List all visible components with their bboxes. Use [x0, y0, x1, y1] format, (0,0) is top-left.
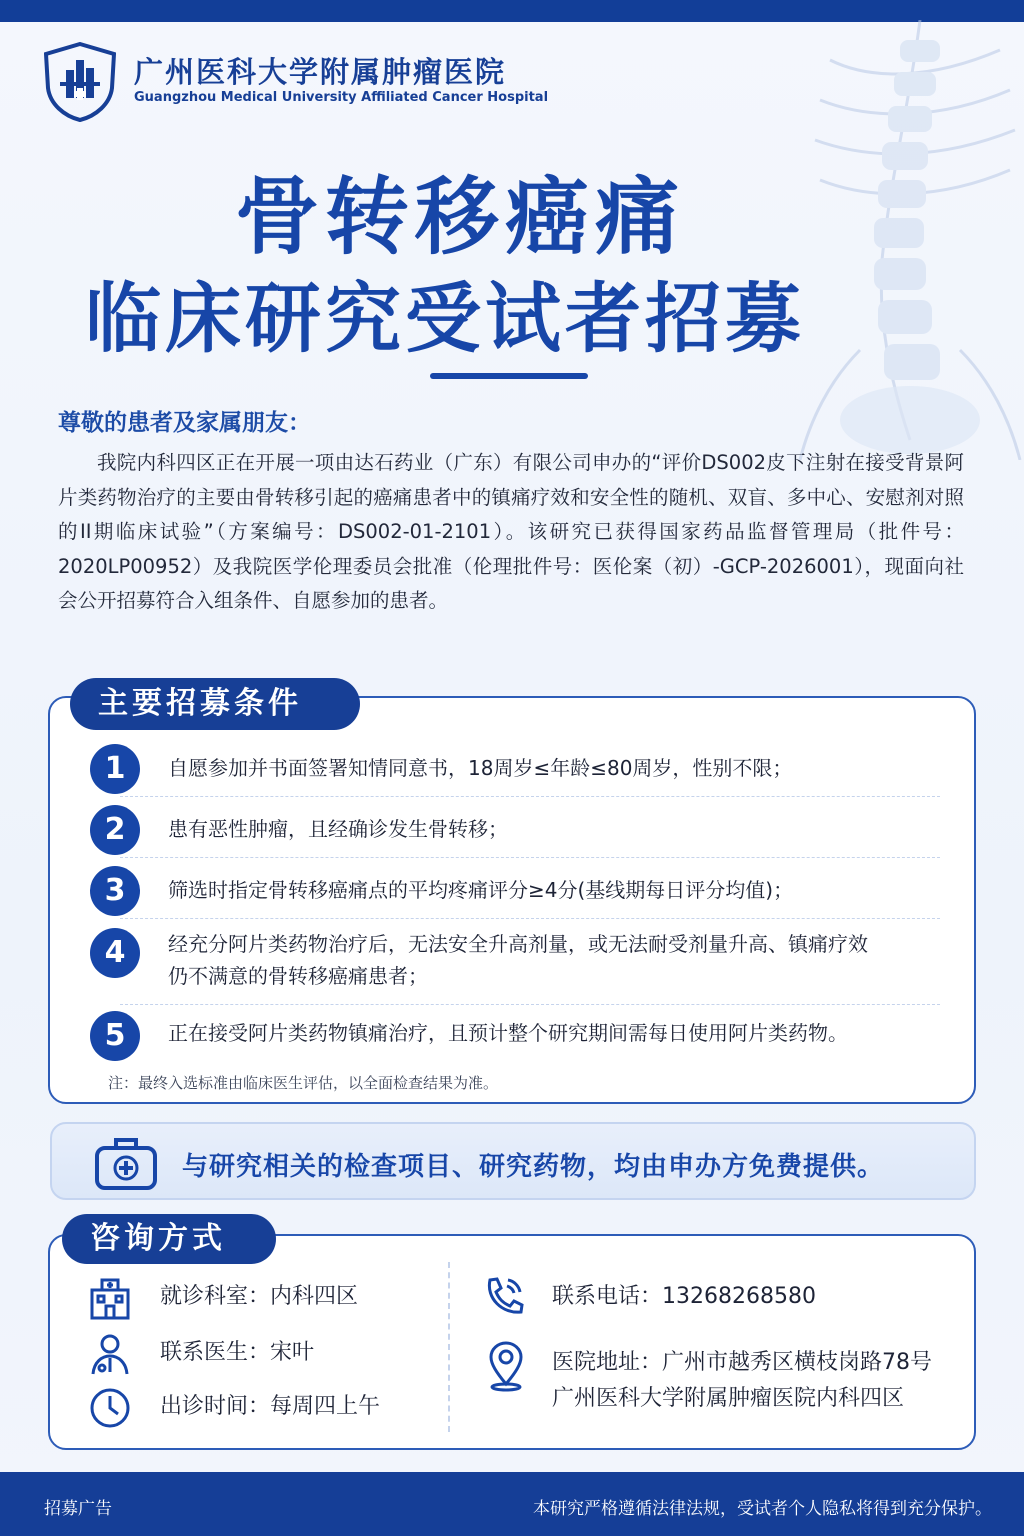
contact-phone[interactable]: 联系电话：13268268580 — [552, 1284, 816, 1309]
contact-address-line2: 广州医科大学附属肿瘤医院内科四区 — [552, 1386, 905, 1411]
item-text: 患有恶性肿瘤，且经确诊发生骨转移； — [168, 817, 508, 841]
intro-paragraph: 我院内科四区正在开展一项由达石药业（广东）有限公司申办的“评价DS002皮下注射在接受背景阿片类药物治疗的主要由骨转移引起的癌痛患者中的镇痛疗效和安全性的随机、双盲、多中心、安慰剂对照的II期临床试验”（方案编号：DS002-01-2101）。该研究已获得国家药品监督管理局（批件号：2020LP00952）及我院医学伦理委员会批准（伦理批件号：医伦案（初）-GCP-2026001），现面向社会公开招募符合入组条件、自愿参加的患者。 — [58, 451, 964, 612]
item-number: 4 — [90, 928, 140, 978]
divider — [120, 857, 940, 858]
contact-heading: 咨询方式 — [62, 1214, 276, 1264]
location-pin-icon — [484, 1340, 528, 1392]
item-number: 1 — [90, 744, 140, 794]
item-text: 经充分阿片类药物治疗后，无法安全升高剂量，或无法耐受剂量升高、镇痛疗效仍不满意的骨转移癌痛患者； — [168, 932, 868, 988]
criteria-note: 注：最终入选标准由临床医生评估，以全面检查结果为准。 — [108, 1074, 499, 1092]
footer-right: 本研究严格遵循法律法规，受试者个人隐私将得到充分保护。 — [533, 1499, 992, 1519]
hospital-building-icon — [88, 1276, 132, 1320]
clock-icon — [88, 1386, 132, 1430]
free-notice-text: 与研究相关的检查项目、研究药物，均由申办方免费提供。 — [182, 1152, 885, 1182]
contact-department: 就诊科室：内科四区 — [160, 1284, 359, 1309]
contact-hours: 出诊时间：每周四上午 — [160, 1394, 381, 1419]
title-underline — [430, 373, 588, 379]
item-text: 正在接受阿片类药物镇痛治疗，且预计整个研究期间需每日使用阿片类药物。 — [168, 1021, 848, 1045]
hospital-name-cn: 广州医科大学附属肿瘤医院 — [134, 55, 507, 89]
contact-divider — [448, 1262, 450, 1432]
main-title-line1: 骨转移癌痛 — [234, 168, 685, 266]
shield-logo-icon — [44, 42, 116, 122]
contact-address-line1: 医院地址：广州市越秀区横枝岗路78号 — [552, 1350, 932, 1375]
doctor-icon — [88, 1332, 132, 1376]
free-notice-banner — [50, 1122, 976, 1200]
phone-icon — [482, 1274, 526, 1318]
item-text: 筛选时指定骨转移癌痛点的平均疼痛评分≥4分(基线期每日评分均值)； — [168, 878, 794, 902]
top-bar — [0, 0, 1024, 22]
divider — [120, 918, 940, 919]
divider — [120, 1004, 940, 1005]
item-number: 2 — [90, 805, 140, 855]
footer-bar — [0, 1472, 1024, 1536]
item-number: 3 — [90, 866, 140, 916]
item-text: 自愿参加并书面签署知情同意书，18周岁≤年龄≤80周岁，性别不限； — [168, 756, 793, 780]
footer-left: 招募广告 — [44, 1499, 112, 1519]
contact-doctor: 联系医生：宋叶 — [160, 1340, 315, 1365]
medical-kit-icon — [94, 1134, 158, 1192]
criteria-heading: 主要招募条件 — [70, 678, 360, 730]
item-number: 5 — [90, 1011, 140, 1061]
greeting: 尊敬的患者及家属朋友： — [58, 410, 311, 436]
hospital-name-en: Guangzhou Medical University Affiliated Cancer Hospital — [134, 90, 549, 105]
main-title-line2: 临床研究受试者招募 — [85, 274, 805, 363]
divider — [120, 796, 940, 797]
